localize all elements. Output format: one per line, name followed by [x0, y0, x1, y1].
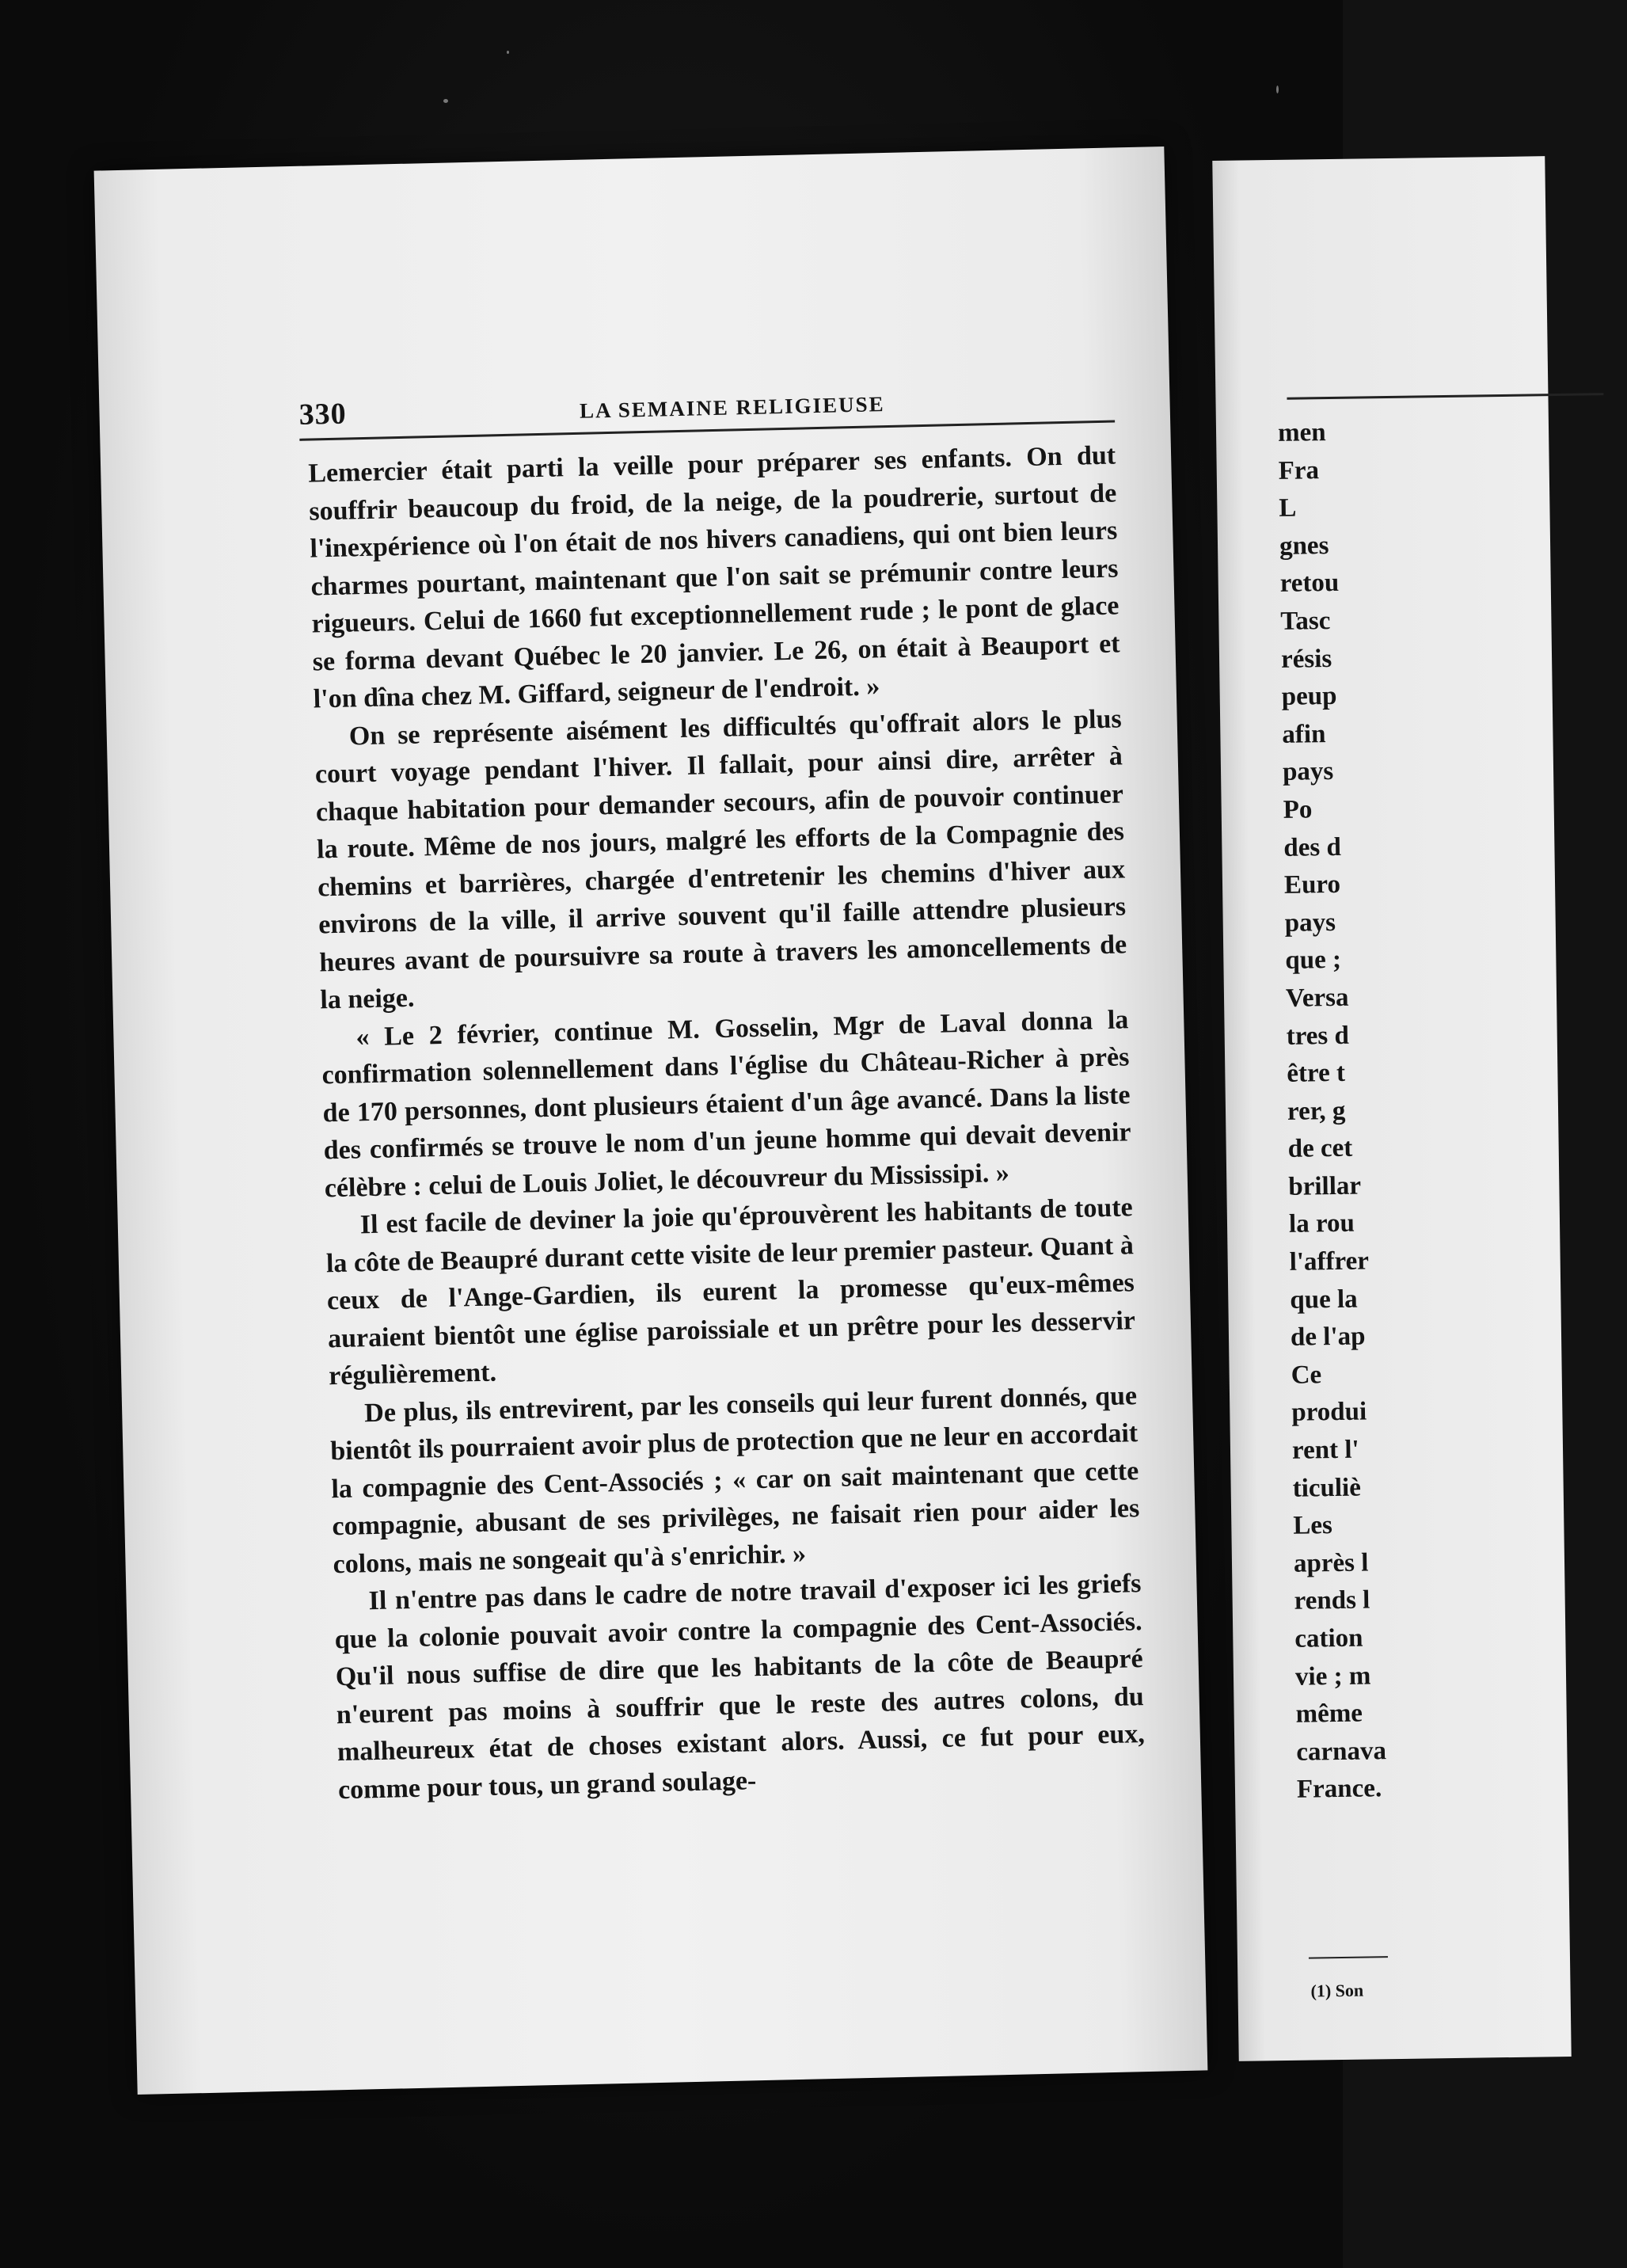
- right-page-line: Ce: [1291, 1360, 1322, 1390]
- paragraph: Il n'entre pas dans le cadre de notre travail d'exposer ici les griefs que la colonie pouvait avoir contre la compagnie des Cent-Associés. Qu'il nous suffise de dire que les habitants de la côte de Beaupré n'eurent pas moins à souffrir que le reste des autres colons, du malheureux état de choses existant alors. Aussi, ce fut pour eux, comme pour tous, un grand soulage-: [334, 1569, 1146, 1805]
- right-page-line: men: [1277, 418, 1326, 447]
- right-page-line: être t: [1287, 1058, 1346, 1088]
- left-page-content: [298, 379, 1146, 1809]
- right-page-line: que ;: [1285, 946, 1342, 976]
- right-page-line: des d: [1283, 832, 1342, 862]
- right-page-line: Euro: [1283, 870, 1341, 900]
- right-page-line: pays: [1282, 757, 1334, 787]
- right-page-line: Tasc: [1280, 606, 1331, 636]
- right-page-line: L: [1279, 493, 1297, 523]
- paragraph: De plus, ils entrevirent, par les conseils qui leur furent donnés, que bientôt ils pourraient avoir plus de protection que ne leur en accordait la compagnie des Cent-Associés ; « car on sait maintenant que cette compagnie, abusant de ses privilèges, ne faisait rien pour aider les colons, mais ne songeait qu'à s'enrichir. »: [329, 1380, 1140, 1579]
- right-page-line: carnava: [1296, 1736, 1387, 1767]
- right-page-line: l'affrer: [1289, 1246, 1370, 1277]
- right-page-line: rent l': [1291, 1435, 1359, 1465]
- running-head: [298, 379, 1115, 440]
- right-page-line: Les: [1293, 1511, 1333, 1541]
- right-page-line: rer, g: [1287, 1096, 1346, 1126]
- left-page: [94, 147, 1208, 2095]
- dust-speck: [507, 51, 509, 54]
- paragraph: Lemercier était parti la veille pour préparer ses enfants. On dut souffrir beaucoup du froid, de la neige, de la poudrerie, surtout de l'inexpérience où l'on était de nos hivers canadiens, qui ont bien leurs charmes pourtant, maintenant que l'on sait se prémunir contre leurs rigueurs. Celui de 1660 fut exceptionnellement rude ; le pont de glace se forma devant Québec le 20 janvier. Le 26, on était à Beauport et l'on dîna chez M. Giffard, seigneur de l'endroit. »: [307, 440, 1120, 714]
- right-page-line: de l'ap: [1290, 1322, 1366, 1353]
- right-page-text: [1278, 413, 1387, 1809]
- right-page-line: peup: [1281, 682, 1337, 712]
- right-running-head-rule: [1287, 393, 1603, 400]
- right-page-line: vie ; m: [1294, 1661, 1371, 1691]
- right-page-line: résis: [1280, 644, 1332, 674]
- right-page-line: même: [1295, 1699, 1363, 1729]
- right-page-line: rends l: [1294, 1585, 1370, 1616]
- right-page-line: que la: [1290, 1284, 1358, 1315]
- right-page-line: après l: [1293, 1548, 1369, 1578]
- right-page-line: gnes: [1279, 531, 1329, 561]
- paragraph: On se représente aisément les difficultés qu'offrait alors le plus court voyage pendant l'hiver. Il fallait, pour ainsi dire, arrêter à chaque habitation pour demander secours, afin de pouvoir continuer la route. Même de nos jours, malgré les efforts de la Compagnie des chemins et barrières, chargée d'entretenir les chemins d'hiver aux environs de la ville, il arrive souvent qu'il faille attendre plusieurs heures avant de poursuivre sa route à travers les amoncellements de la neige.: [314, 703, 1127, 1015]
- right-page-line: produi: [1291, 1397, 1367, 1428]
- right-page-line: Po: [1283, 795, 1313, 824]
- dust-speck: [1276, 86, 1279, 93]
- right-page-line: Versa: [1285, 983, 1349, 1013]
- paragraph: « Le 2 février, continue M. Gosselin, Mgr de Laval donna la confirmation solennellement dans l'église du Château-Richer à près de 170 personnes, dont plusieurs étaient d'un âge avancé. Dans la liste des confirmés se trouve le nom d'un jeune homme qui devait devenir célèbre : celui de Louis Joliet, le découvreur du Mississipi. »: [321, 1004, 1131, 1203]
- paragraph: Il est facile de deviner la joie qu'éprouvèrent les habitants de toute la côte de Beaupré durant cette visite de leur premier pasteur. Quant à ceux de l'Ange-Gardien, ils eurent la promesse qu'eux-mêmes auraient bientôt une église paroissiale et un prêtre pour les desservir régulièrement.: [325, 1193, 1136, 1391]
- body-text: [308, 436, 1146, 1809]
- right-page-line: retou: [1279, 569, 1340, 599]
- right-page-line: la rou: [1288, 1209, 1355, 1239]
- right-page: [1212, 156, 1571, 2061]
- right-page-line: pays: [1284, 908, 1336, 938]
- right-page-line: cation: [1294, 1623, 1363, 1653]
- dust-speck: [443, 99, 448, 103]
- right-page-line: de cet: [1287, 1133, 1353, 1164]
- right-page-line: ticuliè: [1292, 1473, 1362, 1503]
- right-page-line: France.: [1296, 1774, 1382, 1805]
- footnote-rule: [1309, 1956, 1388, 1958]
- right-page-line: tres d: [1286, 1021, 1350, 1051]
- running-title: LA SEMAINE RELIGIEUSE: [579, 392, 885, 423]
- right-page-line: Fra: [1278, 455, 1320, 485]
- right-page-line: afin: [1282, 719, 1326, 749]
- page-number: 330: [298, 397, 348, 432]
- right-page-line: brillar: [1288, 1171, 1362, 1201]
- footnote: (1) Son: [1310, 1980, 1364, 2001]
